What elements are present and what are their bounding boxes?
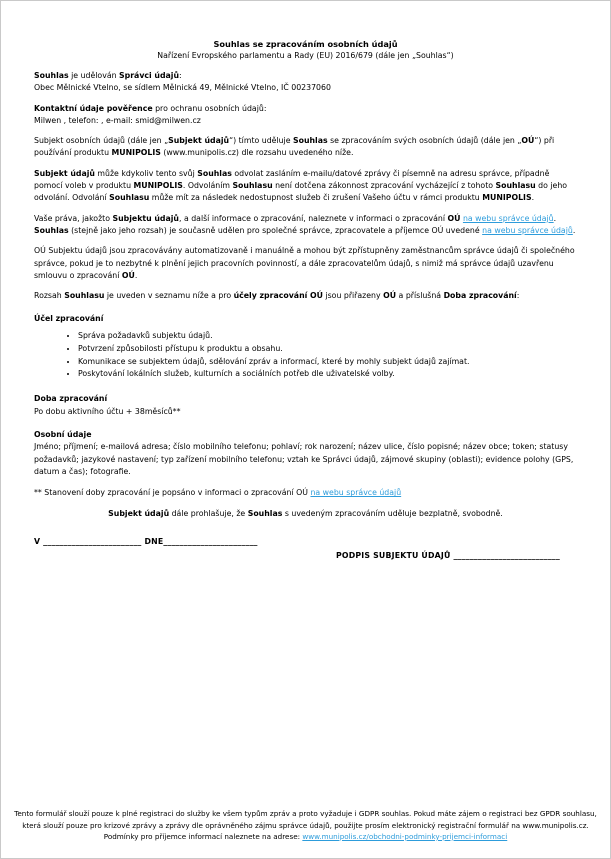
paragraph-rights <box>34 213 577 238</box>
inline-link[interactable]: www.munipolis.cz/obchodni-podminky-prijemci-informaci <box>302 831 508 841</box>
text-segment: s uvedeným zpracováním uděluje bezplatně, svobodně. <box>282 509 503 519</box>
text-segment: MUNIPOLIS <box>133 181 183 191</box>
text-segment: MUNIPOLIS <box>111 148 161 158</box>
footnote <box>34 487 577 499</box>
text-segment: . <box>553 213 557 223</box>
text-segment: OÚ <box>521 136 535 146</box>
purpose-bullet-item: • Potvrzení způsobilosti přístupu k produktu a obsahu. <box>78 343 577 356</box>
signature-place-blank: ________________________ <box>43 536 142 546</box>
text-segment: Souhlasu <box>232 181 273 191</box>
text-segment: účely zpracování OÚ <box>233 291 323 301</box>
text-segment: Rozsah <box>34 291 65 301</box>
text-segment: Subjektu údajů <box>112 213 179 223</box>
text-segment: dále prohlašuje, že <box>169 509 248 519</box>
text-segment: Souhlasu <box>109 193 150 203</box>
text-segment: Souhlas <box>34 225 69 235</box>
text-segment: Obec Mělnické Vtelno, se sídlem Mělnická 49, Mělnické Vtelno, IČ 00237060 <box>34 83 331 93</box>
text-segment: odvolat zasláním e-mailu/datové zprávy či písemně na adresu správce, případně pomocí voleb v produktu <box>34 168 550 191</box>
text-segment: Subjekt údajů <box>108 509 170 519</box>
duration-text: Po dobu aktivního účtu + 38měsíců** <box>34 406 181 416</box>
document-title: Souhlas se zpracováním osobních údajů <box>213 39 398 49</box>
text-segment: Správci údajů <box>119 71 180 80</box>
text-segment: Subjekt údajů <box>168 136 230 146</box>
inline-link[interactable]: na webu správce údajů <box>482 225 573 235</box>
text-segment: OÚ <box>383 291 397 301</box>
signature-date-blank: _______________________ <box>163 536 258 546</box>
paragraph-contact <box>34 103 577 128</box>
paragraph-subject-intro <box>34 135 577 160</box>
text-segment: Milwen , telefon: , e-mail: smid@milwen.cz <box>34 115 201 125</box>
text-segment: Souhlas <box>197 168 232 178</box>
personal-data-heading: Osobní údaje <box>34 429 92 439</box>
text-segment: ** Stanovení doby zpracování je popsáno v informaci o zpracování OÚ <box>34 488 311 498</box>
text-segment: je udělován <box>68 71 120 80</box>
text-segment: Souhlas <box>292 136 328 146</box>
text-segment: Souhlasu <box>64 291 105 301</box>
text-segment: může kdykoliv tento svůj <box>94 168 198 178</box>
paragraph-grantor <box>34 70 577 95</box>
text-segment: Doba zpracování <box>443 291 517 301</box>
text-segment: “) tímto uděluje <box>229 136 293 146</box>
text-segment: a příslušná <box>396 291 444 301</box>
text-segment: MUNIPOLIS <box>482 193 532 203</box>
text-segment: Kontaktní údaje pověřence <box>34 103 153 113</box>
text-segment: Podmínky pro příjemce informací naleznete na adrese: <box>103 831 303 841</box>
text-segment: . Odvoláním <box>182 181 233 191</box>
text-segment: OÚ <box>121 270 135 280</box>
purpose-bullet-list <box>34 330 577 382</box>
text-segment: OÚ Subjektu údajů jsou zpracovávány automatizovaně i manuálně a mohou být zpřístupněny zaměstnancům správce údajů či společného správce, pokud je to nezbytné k plnění jejich pracovních povinností, a dále zpracovatelům údajů, s nimiž má správce údajů uzavřenu smlouvu o zpracování <box>34 246 575 280</box>
signature-subject-line <box>34 550 577 562</box>
signature-subject-label: PODPIS SUBJEKTU ÚDAJŮ <box>335 551 451 561</box>
text-segment: . <box>531 193 535 203</box>
text-segment: (www.munipolis.cz) dle rozsahu uvedeného níže. <box>160 148 354 158</box>
signature-subject-blank: __________________________ <box>453 551 560 561</box>
text-segment: Souhlas <box>34 71 69 80</box>
text-segment: Souhlasu <box>495 181 536 191</box>
paragraph-scope <box>34 290 577 302</box>
inline-link[interactable]: na webu správce údajů <box>310 488 402 498</box>
text-segment: je uveden v seznamu níže a pro <box>104 291 234 301</box>
text-segment: (stejně jako jeho rozsah) je současně udělen pro společné správce, zpracovatele a příjemce OÚ uvedené <box>68 225 483 235</box>
signature-place-date-line <box>34 536 577 548</box>
text-segment: Souhlas <box>247 509 283 519</box>
paragraph-revocation <box>34 168 577 205</box>
text-segment: Subjekt údajů <box>34 168 95 178</box>
text-segment: pro ochranu osobních údajů: <box>152 103 267 113</box>
signature-place-label: V <box>34 536 41 546</box>
text-segment: : <box>516 291 520 301</box>
text-segment: se zpracováním svých osobních údajů (dále jen „ <box>327 136 522 146</box>
purpose-bullet-item: • Poskytování lokálních služeb, kulturních a sociálních potřeb dle uživatelské volby. <box>78 368 577 381</box>
declaration <box>34 508 577 520</box>
text-segment: může mít za následek nedostupnost služeb či zrušení Vašeho účtu v rámci produktu <box>149 193 483 203</box>
document-subtitle: Nařízení Evropského parlamentu a Rady (EU) 2016/679 (dále jen „Souhlas“) <box>157 51 454 60</box>
text-segment: Vaše práva, jakožto <box>34 213 113 223</box>
text-segment: OÚ <box>447 213 461 223</box>
text-segment: Subjekt osobních údajů (dále jen „ <box>34 136 169 146</box>
document-content <box>1 1 610 562</box>
text-segment: do jeho odvolání. Odvolání <box>34 181 568 203</box>
inline-link[interactable]: na webu správce údajů <box>462 213 554 223</box>
purpose-heading: Účel zpracování <box>34 314 104 324</box>
purpose-bullet-item: • Správa požadavků subjektu údajů. <box>78 330 577 343</box>
duration-heading: Doba zpracování <box>34 394 108 404</box>
purpose-bullet-item: • Komunikace se subjektem údajů, sdělování zpráv a informací, které by mohly subjekt údajů zajímat. <box>78 356 577 369</box>
text-segment: : <box>179 71 182 80</box>
paragraph-processing-manner <box>34 245 577 282</box>
text-segment: . <box>572 225 576 235</box>
signature-date-label: DNE <box>144 536 164 546</box>
personal-data-text: Jméno; příjmení; e-mailová adresa; číslo mobilního telefonu; pohlaví; rok narození; název ulice, číslo popisné; název obce; token; statusy požadavků; jazykové nastavení; typ zařízení mobilního telefonu; vztah ke Správci údajů, zájmové skupiny (oblasti); evidence polohy (GPS, datum a čas); fotografie. <box>34 442 574 476</box>
text-segment: “) při používání produktu <box>34 136 555 158</box>
text-segment: není dotčena zákonnost zpracování vycházející z tohoto <box>272 181 496 191</box>
text-segment: jsou přiřazeny <box>322 291 384 301</box>
text-segment: Tento formulář slouží pouze k plné registraci do služby ke všem typům zpráv a proto vyžaduje i GDPR souhlas. Pokud máte zájem o registraci bez GPDR souhlasu, která slouží pouze pro krizové zprávy a zprávy dle oprávněného zájmu správce údajů, použijte prosím elektronický registrační formulář na www.munipolis.cz. <box>14 809 597 830</box>
text-segment: , a další informace o zpracování, naleznete v informaci o zpracování <box>179 213 448 223</box>
text-segment: . <box>134 270 138 280</box>
footer-note <box>11 808 600 842</box>
